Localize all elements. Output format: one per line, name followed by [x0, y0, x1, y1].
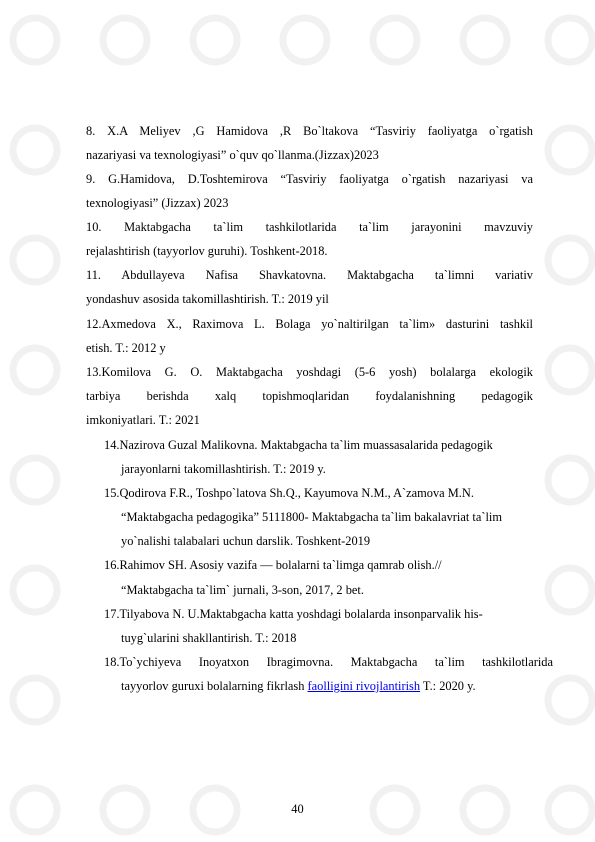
reference-12-line-2: etish. T.: 2012 y [86, 341, 166, 355]
reference-9-line-2: texnologiyasi” (Jizzax) 2023 [86, 196, 229, 210]
reference-17-line-2: tuyg`ularini shakllantirish. T.: 2018 [121, 631, 297, 645]
reference-13-line-2: tarbiya berishda xalq topishmoqlaridan foydalanishning pedagogik [86, 389, 533, 403]
reference-8-line-1: 8. X.A Meliyev ,G Hamidova ,R Bo`ltakova “Tasviriy faoliyatga o`rgatish [86, 124, 533, 138]
reference-16-line-2: “Maktabgacha ta`lim` jurnali, 3-son, 2017, 2 bet. [121, 583, 364, 597]
reference-17-line-1: 17.Tilyabova N. U.Maktabgacha katta yoshdagi bolalarda insonparvalik his- [104, 607, 483, 621]
reference-10-line-2: rejalashtirish (tayyorlov guruhi). Toshkent-2018. [86, 244, 328, 258]
reference-13-line-3: imkoniyatlari. T.: 2021 [86, 413, 200, 427]
reference-10-line-1: 10. Maktabgacha ta`lim tashkilotlarida ta`lim jarayonini mavzuviy [86, 220, 533, 234]
reference-8-line-2: nazariyasi va texnologiyasi” o`quv qo`llanma.(Jizzax)2023 [86, 148, 379, 162]
reference-15-line-3: yo`nalishi talabalari uchun darslik. Toshkent-2019 [121, 534, 371, 548]
reference-11-line-2: yondashuv asosida takomillashtirish. T.: 2019 yil [86, 292, 329, 306]
reference-15-line-1: 15.Qodirova F.R., Toshpo`latova Sh.Q., Kayumova N.M., A`zamova M.N. [104, 486, 474, 500]
reference-18-line-1: 18.To`ychiyeva Inoyatxon Ibragimovna. Maktabgacha ta`lim tashkilotlarida [104, 655, 553, 669]
reference-18-line-2 [121, 679, 476, 693]
reference-14-line-2: jarayonlarni takomillashtirish. T.: 2019 y. [121, 462, 326, 476]
reference-18-line-2-text: tayyorlov guruxi bolalarning fikrlash [121, 679, 308, 693]
reference-18-line-2-tail: T.: 2020 y. [420, 679, 476, 693]
reference-18-link[interactable]: faolligini rivojlantirish [307, 679, 421, 693]
reference-16-line-1: 16.Rahimov SH. Asosiy vazifa — bolalarni ta`limga qamrab olish.// [104, 558, 442, 572]
reference-15-line-2: “Maktabgacha pedagogika” 5111800- Maktabgacha ta`lim bakalavriat ta`lim [121, 510, 502, 524]
reference-12-line-1: 12.Axmedova X., Raximova L. Bolaga yo`naltirilgan ta`lim» dasturini tashkil [86, 317, 533, 331]
reference-13-line-1: 13.Komilova G. O. Maktabgacha yoshdagi (5-6 yosh) bolalarga ekologik [86, 365, 533, 379]
page-number: 40 [291, 802, 304, 816]
reference-9-line-1: 9. G.Hamidova, D.Toshtemirova “Tasviriy faoliyatga o`rgatish nazariyasi va [86, 172, 533, 186]
reference-11-line-1: 11. Abdullayeva Nafisa Shavkatovna. Maktabgacha ta`limni variativ [86, 268, 533, 282]
reference-14-line-1: 14.Nazirova Guzal Malikovna. Maktabgacha ta`lim muassasalarida pedagogik [104, 438, 493, 452]
